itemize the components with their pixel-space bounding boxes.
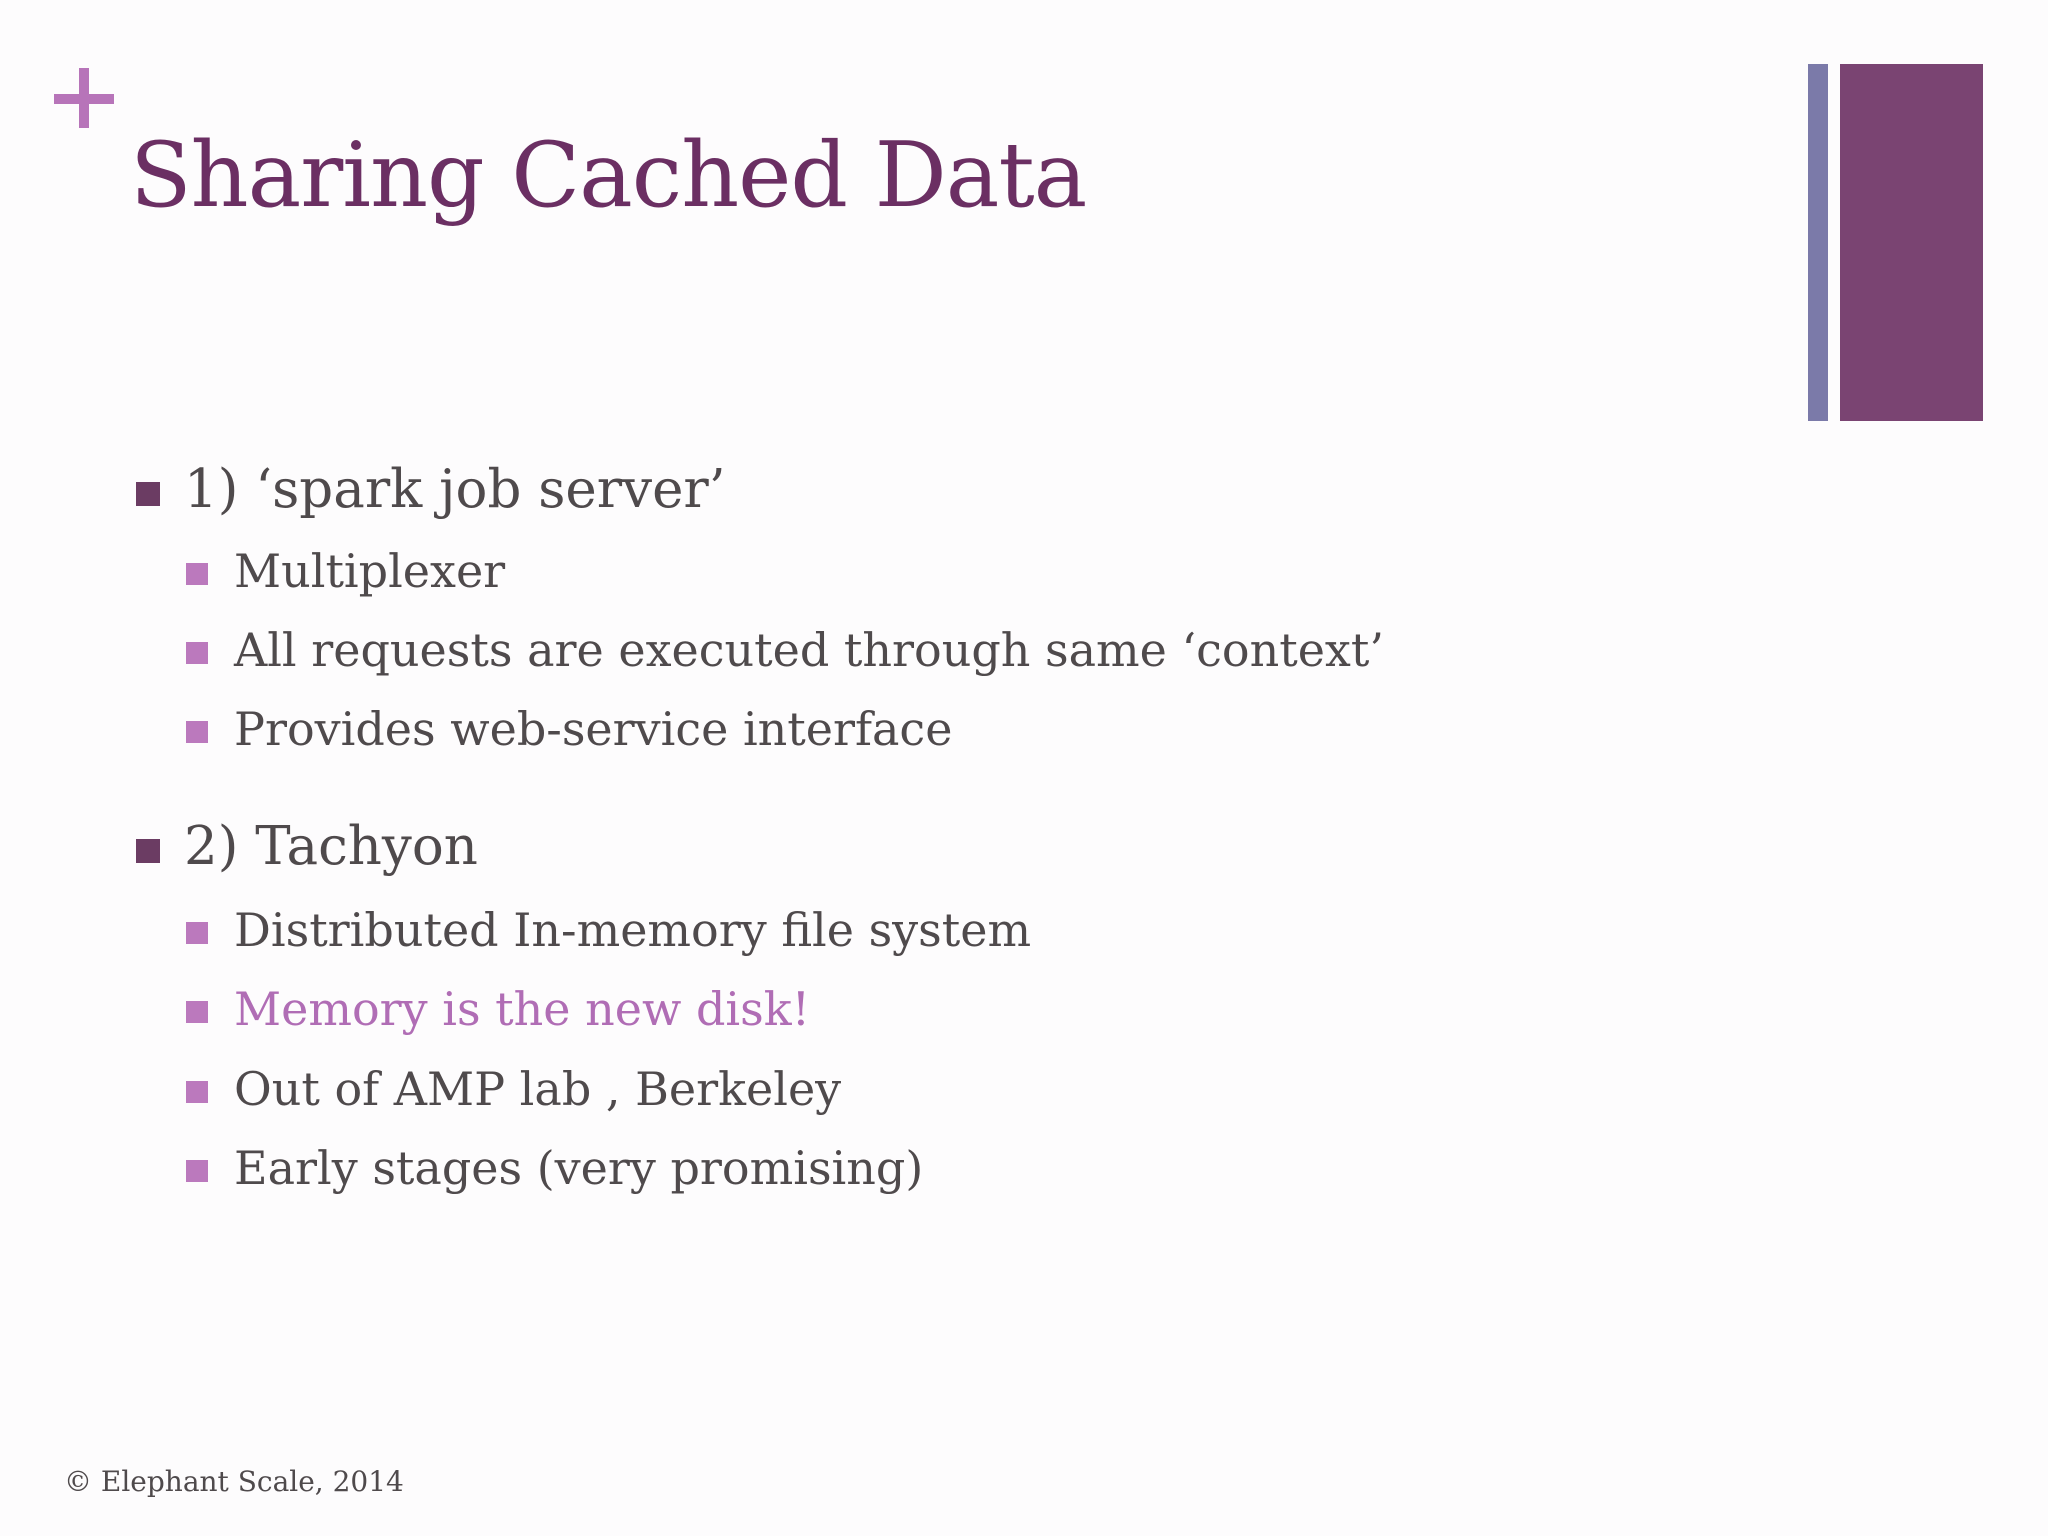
square-bullet-icon [186,721,208,743]
square-bullet-icon [136,839,160,863]
list-item-text: Out of AMP lab , Berkeley [234,1062,842,1116]
list-item-text: Multiplexer [234,544,506,598]
list-item-text: Provides web-service interface [234,702,953,756]
section-label: 2) Tachyon [184,816,478,877]
slide-title: Sharing Cached Data [130,123,1087,228]
section-label: 1) ‘spark job server’ [184,459,726,520]
square-bullet-icon [186,1081,208,1103]
decorative-bar-thin [1808,64,1828,421]
square-bullet-icon [186,1160,208,1182]
square-bullet-icon [186,563,208,585]
list-item-text: Distributed In-memory file system [234,903,1032,957]
square-bullet-icon [186,642,208,664]
decorative-bar-thick [1840,64,1983,421]
square-bullet-icon [186,922,208,944]
square-bullet-icon [136,482,160,506]
square-bullet-icon [186,1001,208,1023]
list-item-text: Early stages (very promising) [234,1141,924,1195]
list-item-text: All requests are executed through same ‘context’ [234,623,1384,677]
list-item-text: Memory is the new disk! [234,982,811,1036]
plus-icon [54,68,116,130]
copyright-footer: © Elephant Scale, 2014 [64,1465,404,1498]
